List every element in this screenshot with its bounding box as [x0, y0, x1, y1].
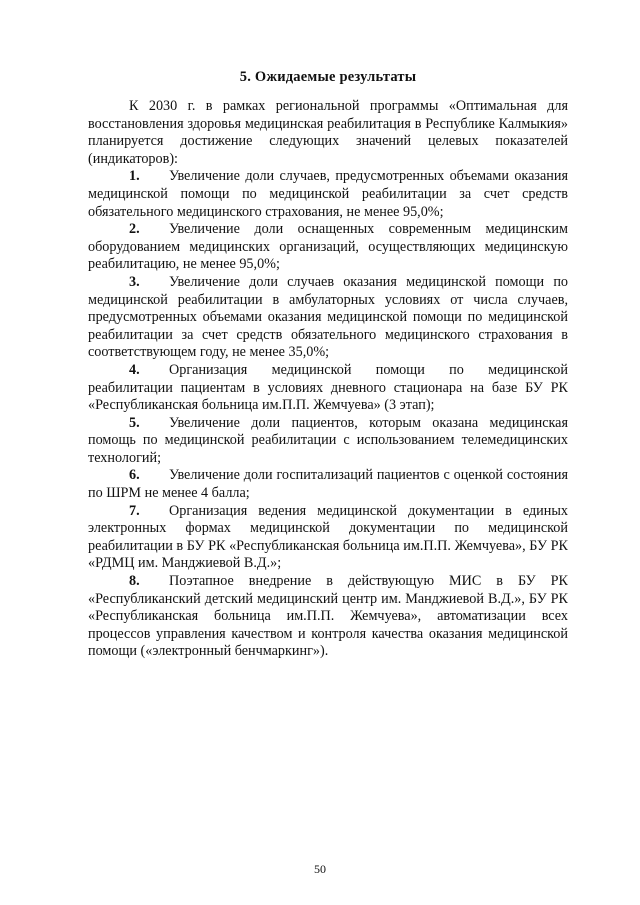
item-text: Увеличение доли случаев оказания медицинской помощи по медицинской реабилитации в амбулаторных условиях от числа случаев, предусмотренных объемами оказания медицинской помощи по медицинской реабилитации за счет средств обязательного медицинского страхования в соответствующем году, не менее 35,0%; — [88, 273, 568, 361]
item-number: 4. — [129, 361, 140, 378]
list-item — [88, 168, 568, 221]
list-item — [88, 415, 568, 468]
page-number: 50 — [314, 862, 326, 876]
list-item — [88, 573, 568, 661]
item-number: 8. — [129, 573, 140, 590]
list-item — [88, 221, 568, 274]
list-item — [88, 467, 568, 502]
item-number: 2. — [129, 221, 140, 238]
item-number: 1. — [129, 168, 140, 185]
intro-paragraph: К 2030 г. в рамках региональной программы «Оптимальная для восстановления здоровья медицинская реабилитация в Республике Калмыкия» планируется достижение следующих значений целевых показателей (индикаторов): — [88, 98, 568, 167]
item-text: Организация медицинской помощи по медицинской реабилитации пациентам в условиях дневного стационара на базе БУ РК «Республиканская больница им.П.П. Жемчуева» (3 этап); — [88, 361, 568, 414]
item-number: 5. — [129, 414, 140, 431]
list-item — [88, 503, 568, 573]
item-text: Увеличение доли оснащенных современным медицинским оборудованием медицинских организаций, осуществляющих медицинскую реабилитацию, не менее 95,0%; — [88, 221, 568, 273]
item-text: Увеличение доли госпитализаций пациентов с оценкой состояния по ШРМ не менее 4 балла; — [88, 467, 568, 502]
item-text: Поэтапное внедрение в действующую МИС в БУ РК «Республиканский детский медицинский центр им. Манджиевой В.Д.», БУ РК «Республиканская больница им.П.П. Жемчуева», автоматизации всех процессов управления качеством и контроля качества оказания медицинской помощи («электронный бенчмаркинг»). — [88, 573, 568, 660]
item-number: 3. — [129, 273, 140, 290]
item-number: 7. — [129, 502, 140, 519]
item-number: 6. — [129, 467, 140, 484]
item-text: Организация ведения медицинской документации в единых электронных формах медицинской документации по медицинской реабилитации в БУ РК «Республиканская больница им.П.П. Жемчуева», БУ РК «РДМЦ им. Манджиевой В.Д.»; — [88, 502, 568, 572]
list-item — [88, 362, 568, 415]
item-text: Увеличение доли пациентов, которым оказана медицинская помощь по медицинской реабилитации с использованием телемедицинских технологий; — [88, 414, 568, 466]
section-heading: 5. Ожидаемые результаты — [239, 69, 417, 85]
item-text: Увеличение доли случаев, предусмотренных объемами оказания медицинской помощи по медицинской реабилитации за счет средств обязательного медицинского страхования, не менее 95,0%; — [88, 168, 568, 220]
list-item — [88, 274, 568, 362]
